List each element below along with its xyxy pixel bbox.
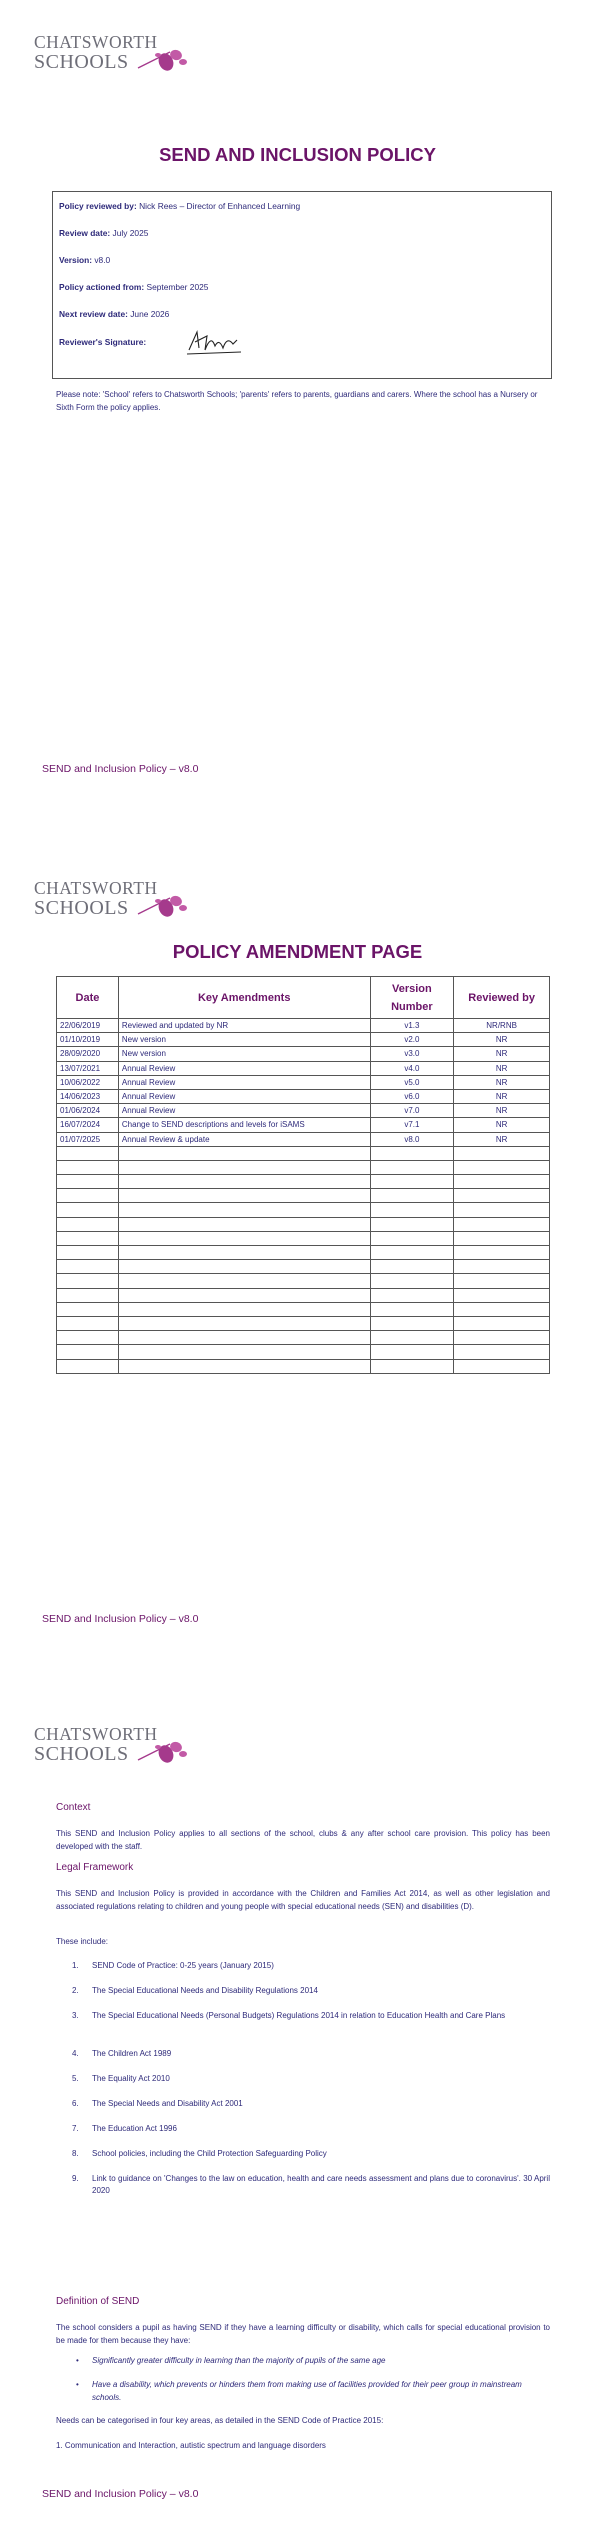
info-label: Reviewer's Signature: xyxy=(59,337,147,347)
empty-table-row xyxy=(57,1175,550,1189)
list-item-text: The Education Act 1996 xyxy=(92,2124,177,2133)
logo-line-2: SCHOOLS xyxy=(34,51,129,73)
cell-date: 01/06/2024 xyxy=(57,1104,119,1118)
info-next-review xyxy=(59,309,169,319)
empty-table-row xyxy=(57,1331,550,1345)
cell-amendment: Annual Review xyxy=(118,1104,370,1118)
cell-reviewer: NR xyxy=(454,1033,550,1047)
info-actioned-from xyxy=(59,282,208,292)
cell-version: v3.0 xyxy=(370,1047,454,1061)
definition-heading: Definition of SEND xyxy=(56,2296,140,2307)
info-version xyxy=(59,255,110,265)
chatsworth-logo xyxy=(34,1724,184,1770)
page-title: SEND AND INCLUSION POLICY xyxy=(159,144,436,165)
empty-table-row xyxy=(57,1231,550,1245)
info-label: Policy actioned from: xyxy=(59,282,145,292)
cell-amendment: New version xyxy=(118,1033,370,1047)
cell-version: v1.3 xyxy=(370,1019,454,1033)
cell-date: 01/07/2025 xyxy=(57,1132,119,1146)
list-item-text: The Equality Act 2010 xyxy=(92,2074,170,2083)
page-1 xyxy=(0,0,595,846)
table-row xyxy=(57,1061,550,1075)
cell-amendment: New version xyxy=(118,1047,370,1061)
header-date: Date xyxy=(57,977,119,1019)
cell-version: v7.0 xyxy=(370,1104,454,1118)
context-paragraph: This SEND and Inclusion Policy applies to all sections of the school, clubs & any after school care provision. This policy has been developed with the staff. xyxy=(56,1829,550,1851)
cell-amendment: Annual Review & update xyxy=(118,1132,370,1146)
empty-table-row xyxy=(57,1189,550,1203)
table-row xyxy=(57,1075,550,1089)
empty-table-row xyxy=(57,1288,550,1302)
needs-paragraph: Needs can be categorised in four key areas, as detailed in the SEND Code of Practice 2015: xyxy=(56,2416,384,2425)
info-value: Nick Rees – Director of Enhanced Learning xyxy=(136,201,301,211)
table-header-row xyxy=(57,977,550,1019)
cell-version: v7.1 xyxy=(370,1118,454,1132)
info-reviewed-by xyxy=(59,201,300,211)
cell-date: 16/07/2024 xyxy=(57,1118,119,1132)
table-row xyxy=(57,1019,550,1033)
list-item-text: Significantly greater difficulty in learning than the majority of pupils of the same age xyxy=(92,2356,386,2365)
info-value: v8.0 xyxy=(92,255,111,265)
these-include-text: These include: xyxy=(56,1937,109,1946)
empty-table-row xyxy=(57,1203,550,1217)
cell-reviewer: NR xyxy=(454,1075,550,1089)
page-footer: SEND and Inclusion Policy – v8.0 xyxy=(42,763,199,775)
cell-reviewer: NR xyxy=(454,1104,550,1118)
header-version-number: Version Number xyxy=(370,977,454,1019)
list-item-text: The Special Educational Needs (Personal Budgets) Regulations 2014 in relation to Education Health and Care Plans xyxy=(92,2011,506,2020)
leaf-logo-icon xyxy=(136,1738,188,1768)
logo-line-1: CHATSWORTH xyxy=(34,1724,158,1744)
cell-amendment: Annual Review xyxy=(118,1089,370,1103)
chatsworth-logo xyxy=(34,32,184,78)
cell-reviewer: NR xyxy=(454,1132,550,1146)
info-label: Review date: xyxy=(59,228,111,238)
cell-date: 13/07/2021 xyxy=(57,1061,119,1075)
list-item-text: Link to guidance on 'Changes to the law on education, health and care needs assessment and plans due to coronavirus'. 30 April 2020 xyxy=(92,2174,550,2195)
leaf-logo-icon xyxy=(136,46,188,76)
info-value: July 2025 xyxy=(110,228,149,238)
definition-paragraph: The school considers a pupil as having SEND if they have a learning difficulty or disability, which calls for special educational provision to be made for them because they have: xyxy=(56,2323,550,2345)
empty-table-row xyxy=(57,1246,550,1260)
chatsworth-logo xyxy=(34,878,184,924)
terminology-note: Please note: 'School' refers to Chatsworth Schools; 'parents' refers to parents, guardians and carers. Where the school has a Nursery or Sixth Form the policy applies. xyxy=(56,390,538,412)
info-label: Policy reviewed by: xyxy=(59,201,137,211)
info-label: Next review date: xyxy=(59,309,128,319)
cell-date: 28/09/2020 xyxy=(57,1047,119,1061)
amendment-table xyxy=(56,976,550,1374)
cell-reviewer: NR xyxy=(454,1047,550,1061)
logo-line-1: CHATSWORTH xyxy=(34,32,158,52)
logo-line-2: SCHOOLS xyxy=(34,897,129,919)
cell-reviewer: NR/RNB xyxy=(454,1019,550,1033)
info-value: September 2025 xyxy=(144,282,209,292)
logo-line-1: CHATSWORTH xyxy=(34,878,158,898)
cell-amendment: Change to SEND descriptions and levels for iSAMS xyxy=(118,1118,370,1132)
cell-reviewer: NR xyxy=(454,1118,550,1132)
list-item-text: The Special Needs and Disability Act 2001 xyxy=(92,2099,243,2108)
cell-date: 14/06/2023 xyxy=(57,1089,119,1103)
policy-info-box xyxy=(52,191,552,379)
cell-reviewer: NR xyxy=(454,1061,550,1075)
info-label: Version: xyxy=(59,255,93,265)
table-row xyxy=(57,1089,550,1103)
legal-framework-heading: Legal Framework xyxy=(56,1862,134,1873)
cell-date: 10/06/2022 xyxy=(57,1075,119,1089)
page-footer: SEND and Inclusion Policy – v8.0 xyxy=(42,2488,199,2500)
empty-table-row xyxy=(57,1345,550,1359)
info-review-date xyxy=(59,228,148,238)
list-item-text: The Children Act 1989 xyxy=(92,2049,172,2058)
table-row xyxy=(57,1118,550,1132)
header-reviewed-by: Reviewed by xyxy=(454,977,550,1019)
cell-version: v6.0 xyxy=(370,1089,454,1103)
empty-table-row xyxy=(57,1359,550,1373)
page-3: CHATSWORTH SCHOOLS Context This SEND and Inclusion Policy applies to all sections of the school, clubs & any after school care provision. This policy has been developed with the staff. Legal Framework This SEND and Inclusion Policy is provided in accordance with the Children and Families Act 2014, as well as other legislation and associated regulations relating to children and young people with special educational needs (SEN) and disabilities (D). These include: 1. SEND Code of Practice: 0-25 years (January 2015) 2. The Special Educational Needs and Disability Regulations 2014 3. The Special Educational Needs (Personal Budgets) Regulations 2014 in relation to Education Health and Care Plans 4. The Children Act 1989 5. The Equality Act 2010 6. The Special Needs and Disability Act 2001 7. The Education Act 1996 8. School policies, including the Child Protection Safeguarding Policy 9. Link to guidance on 'Changes to the law on education, health and care needs assessment and plans due to coronavirus'. 30 April 2020 Definition of SEND The school considers a pupil as having SEND if they have a learning difficulty or disability, which calls for special educational provision to be made for them because they have: • Significantly greater difficulty in learning than the majority of pupils of the same age • Have a disability, which prevents or hinders them from making use of facilities provided for their peer group in mainstream schools. Needs can be categorised in four key areas, as detailed in the SEND Code of Practice 2015: 1. Communication and Interaction, autistic spectrum and language disorders SEND and Inclusion Policy – v8.0 xyxy=(0,1692,595,2536)
cell-date: 22/06/2019 xyxy=(57,1019,119,1033)
logo-line-2: SCHOOLS xyxy=(34,1743,129,1765)
empty-table-row xyxy=(57,1160,550,1174)
page-2 xyxy=(0,846,595,1692)
table-row xyxy=(57,1047,550,1061)
cell-amendment: Reviewed and updated by NR xyxy=(118,1019,370,1033)
context-heading: Context xyxy=(56,1802,91,1813)
amendment-page-title: POLICY AMENDMENT PAGE xyxy=(172,941,423,962)
list-item-text: School policies, including the Child Protection Safeguarding Policy xyxy=(92,2149,327,2158)
signature-image xyxy=(185,328,245,358)
list-item-text: Have a disability, which prevents or hinders them from making use of facilities provided for their peer group in mainstream schools. xyxy=(92,2380,522,2402)
list-item-text: The Special Educational Needs and Disability Regulations 2014 xyxy=(92,1986,318,1995)
needs-first-item: 1. Communication and Interaction, autistic spectrum and language disorders xyxy=(56,2441,326,2450)
header-key-amendments: Key Amendments xyxy=(118,977,370,1019)
empty-table-row xyxy=(57,1274,550,1288)
table-row xyxy=(57,1104,550,1118)
cell-date: 01/10/2019 xyxy=(57,1033,119,1047)
cell-version: v5.0 xyxy=(370,1075,454,1089)
table-row xyxy=(57,1132,550,1146)
cell-reviewer: NR xyxy=(454,1089,550,1103)
page-footer: SEND and Inclusion Policy – v8.0 xyxy=(42,1613,199,1625)
cell-version: v8.0 xyxy=(370,1132,454,1146)
empty-table-row xyxy=(57,1217,550,1231)
legal-framework-paragraph: This SEND and Inclusion Policy is provided in accordance with the Children and Families Act 2014, as well as other legislation and associated regulations relating to children and young people with special educational needs (SEN) and disabilities (D). xyxy=(56,1889,550,1911)
list-item-text: SEND Code of Practice: 0-25 years (January 2015) xyxy=(92,1961,274,1970)
cell-version: v2.0 xyxy=(370,1033,454,1047)
info-value: June 2026 xyxy=(127,309,170,319)
table-row xyxy=(57,1033,550,1047)
info-signature xyxy=(59,337,146,347)
empty-table-row xyxy=(57,1146,550,1160)
empty-table-row xyxy=(57,1316,550,1330)
cell-amendment: Annual Review xyxy=(118,1061,370,1075)
empty-table-row xyxy=(57,1260,550,1274)
leaf-logo-icon xyxy=(136,892,188,922)
cell-amendment: Annual Review xyxy=(118,1075,370,1089)
empty-table-row xyxy=(57,1302,550,1316)
cell-version: v4.0 xyxy=(370,1061,454,1075)
